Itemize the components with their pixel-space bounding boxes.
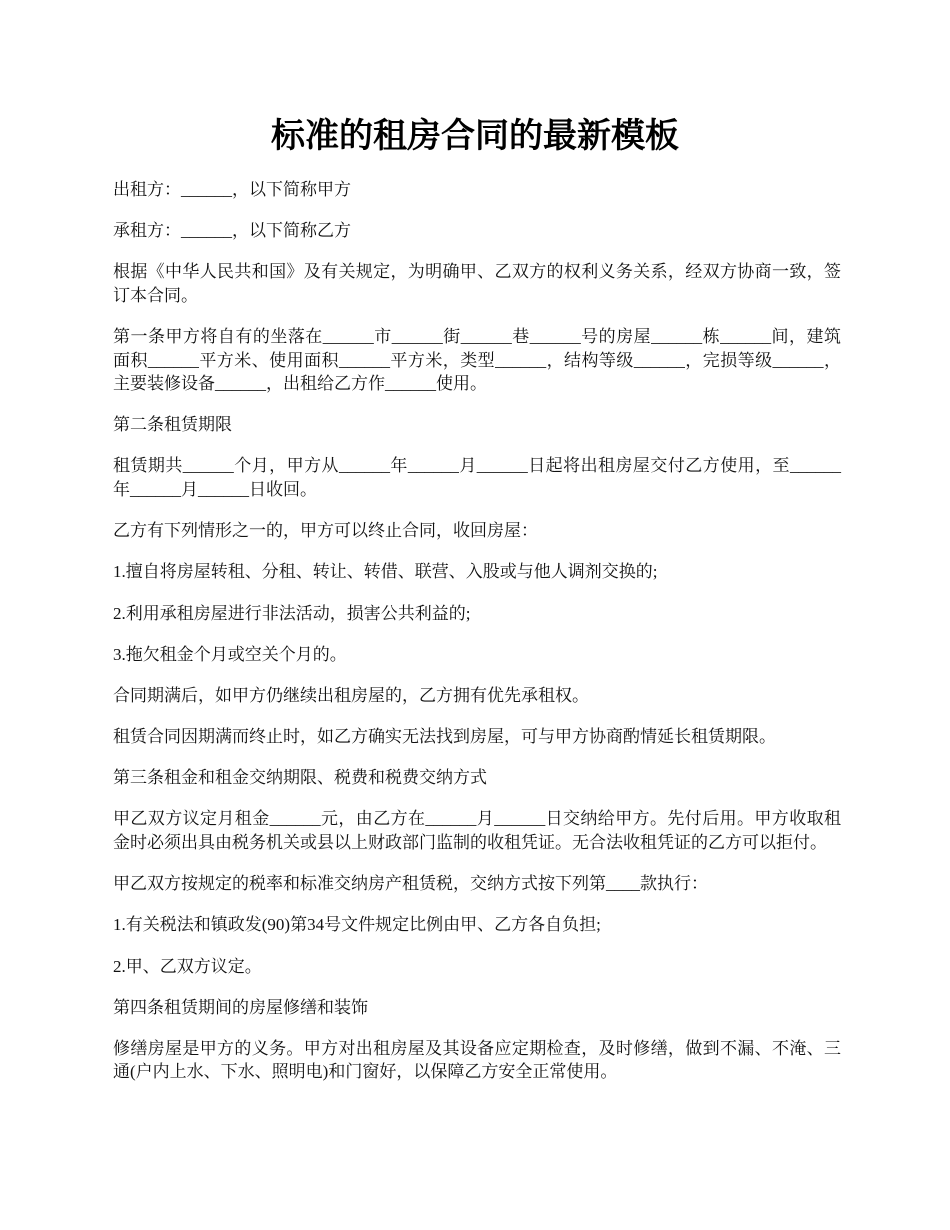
heading-article-4: 第四条租赁期间的房屋修缮和装饰 xyxy=(113,997,368,1017)
list-item-tax-1: 1.有关税法和镇政发(90)第34号文件规定比例由甲、乙方各自负担; xyxy=(113,915,601,935)
paragraph-preamble: 根据《中华人民共和国》及有关规定，为明确甲、乙双方的权利义务关系，经双方协商一致，签订本合同。 xyxy=(113,262,841,305)
list-item-termination-1: 1.擅自将房屋转租、分租、转让、转借、联营、入股或与他人调剂交换的; xyxy=(113,562,658,582)
document-title: 标准的租房合同的最新模板 xyxy=(271,116,679,156)
paragraph-repair: 修缮房屋是甲方的义务。甲方对出租房屋及其设备应定期检查，及时修缮，做到不漏、不淹、三通(户内上水、下水、照明电)和门窗好，以保障乙方安全正常使用。 xyxy=(113,1038,841,1082)
paragraph-article-1: 第一条甲方将自有的坐落在______市______街______巷______号的房屋______栋______间，建筑面积______平方米、使用面积______平方米，类型______，结构等级______，完损等级______，主要装修设备______，出租给乙方作______使用。 xyxy=(113,327,841,394)
paragraph-termination-intro: 乙方有下列情形之一的，甲方可以终止合同，收回房屋： xyxy=(113,521,538,541)
heading-article-3: 第三条租金和租金交纳期限、税费和税费交纳方式 xyxy=(113,768,487,788)
heading-article-2: 第二条租赁期限 xyxy=(113,415,232,435)
paragraph-extension: 租赁合同因期满而终止时，如乙方确实无法找到房屋，可与甲方协商酌情延长租赁期限。 xyxy=(113,727,776,747)
list-item-termination-2: 2.利用承租房屋进行非法活动，损害公共利益的; xyxy=(113,603,471,623)
paragraph-priority-right: 合同期满后，如甲方仍继续出租房屋的，乙方拥有优先承租权。 xyxy=(113,685,589,705)
paragraph-lessor: 出租方：______，以下简称甲方 xyxy=(113,180,351,199)
document-body xyxy=(113,178,841,1102)
list-item-termination-3: 3.拖欠租金个月或空关个月的。 xyxy=(113,644,347,664)
paragraph-lease-term: 租赁期共______个月，甲方从______年______月______日起将出租房屋交付乙方使用，至______年______月______日收回。 xyxy=(113,456,841,499)
paragraph-tax: 甲乙双方按规定的税率和标准交纳房产租赁税，交纳方式按下列第____款执行： xyxy=(113,874,708,894)
paragraph-lessee: 承租方：______，以下简称乙方 xyxy=(113,221,351,241)
paragraph-rent: 甲乙双方议定月租金______元，由乙方在______月______日交纳给甲方。先付后用。甲方收取租金时必须出具由税务机关或县以上财政部门监制的收租凭证。无合法收租凭证的乙方可以拒付。 xyxy=(113,809,841,852)
list-item-tax-2: 2.甲、乙双方议定。 xyxy=(113,956,262,976)
